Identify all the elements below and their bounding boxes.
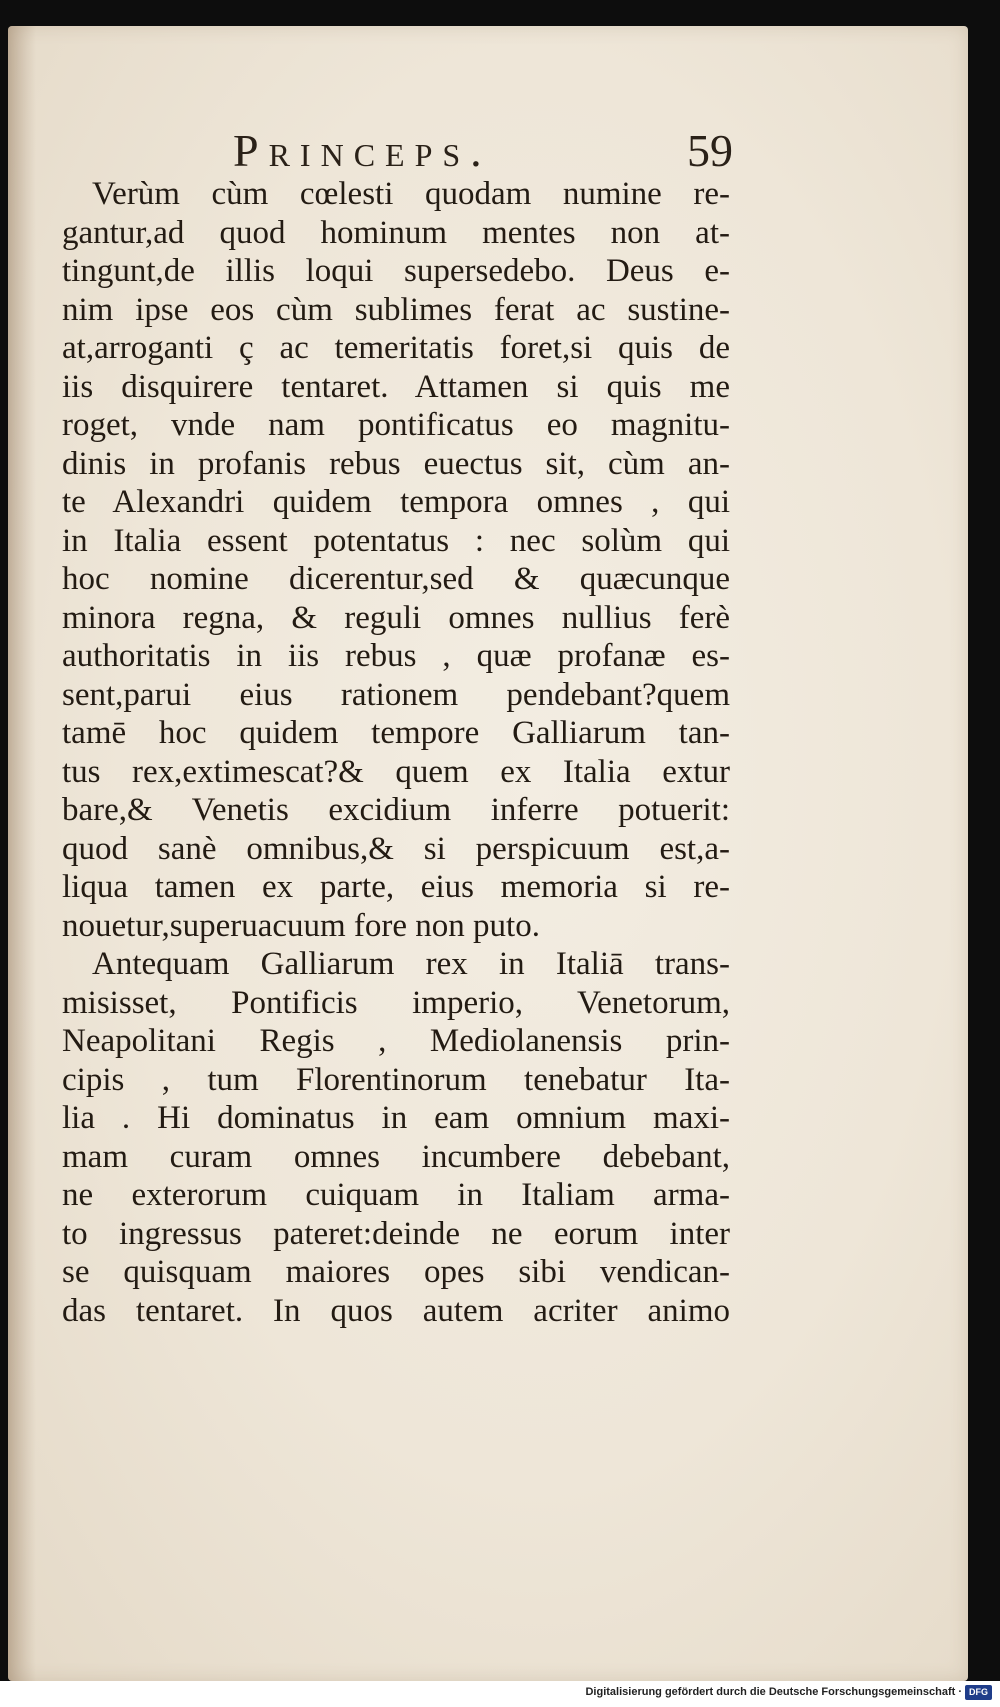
page-gutter-shadow xyxy=(8,26,36,1681)
text-line: at,arroganti ç ac temeritatis foret,si quis de xyxy=(62,330,730,366)
text-line: sent,parui eius rationem pendebant?quem xyxy=(62,676,730,713)
body-text xyxy=(62,175,730,1330)
text-line: gantur,ad quod hominum mentes non at- xyxy=(62,214,730,251)
text-line: to ingressus pateret:deinde ne eorum inter xyxy=(62,1215,730,1252)
funding-credit: Digitalisierung gefördert durch die Deutsche Forschungsgemeinschaft · xyxy=(585,1686,962,1698)
text-line: lia . Hi dominatus in eam omnium maxi- xyxy=(62,1100,730,1136)
text-line: in Italia essent potentatus : nec solùm qui xyxy=(62,522,730,559)
text-line: tamē hoc quidem tempore Galliarum tan- xyxy=(62,715,730,751)
text-line: minora regna, & reguli omnes nullius ferè xyxy=(62,599,730,636)
text-line: misisset, Pontificis imperio, Venetorum, xyxy=(62,984,730,1021)
text-line: nim ipse eos cùm sublimes ferat ac sustine- xyxy=(62,291,730,328)
text-line: hoc nomine dicerentur,sed & quæcunque xyxy=(62,561,730,597)
text-line: quod sanè omnibus,& si perspicuum est,a- xyxy=(62,830,730,867)
text-line: ne exterorum cuiquam in Italiam arma- xyxy=(62,1177,730,1213)
text-line: se quisquam maiores opes sibi vendican- xyxy=(62,1254,730,1290)
text-line: tus rex,extimescat?& quem ex Italia extur xyxy=(62,753,730,790)
text-line: bare,& Venetis excidium inferre potuerit: xyxy=(62,792,730,828)
text-line: Verùm cùm cœlesti quodam numine re- xyxy=(92,176,730,212)
text-line: Antequam Galliarum rex in Italiā trans- xyxy=(92,946,730,982)
text-line: cipis , tum Florentinorum tenebatur Ita- xyxy=(62,1061,730,1098)
text-line: te Alexandri quidem tempora omnes , qui xyxy=(62,484,730,520)
text-line: mam curam omnes incumbere debebant, xyxy=(62,1138,730,1175)
text-line: roget, vnde nam pontificatus eo magnitu- xyxy=(62,407,730,443)
text-line: iis disquirere tentaret. Attamen si quis me xyxy=(62,368,730,405)
dfg-logo: DFG xyxy=(965,1685,992,1700)
text-line: Neapolitani Regis , Mediolanensis prin- xyxy=(62,1023,730,1059)
page-number: 59 xyxy=(687,125,733,176)
text-line: authoritatis in iis rebus , quæ profanæ es- xyxy=(62,638,730,674)
text-line: das tentaret. In quos autem acriter animo xyxy=(62,1292,730,1329)
footer-bar xyxy=(0,1681,1000,1707)
running-head-title: Princeps. xyxy=(233,125,492,176)
text-line: nouetur,superuacuum fore non puto. xyxy=(62,907,540,944)
text-line: liqua tamen ex parte, eius memoria si re- xyxy=(62,869,730,905)
text-line: tingunt,de illis loqui supersedebo. Deus e- xyxy=(62,253,730,289)
text-line: dinis in profanis rebus euectus sit, cùm an- xyxy=(62,445,730,482)
